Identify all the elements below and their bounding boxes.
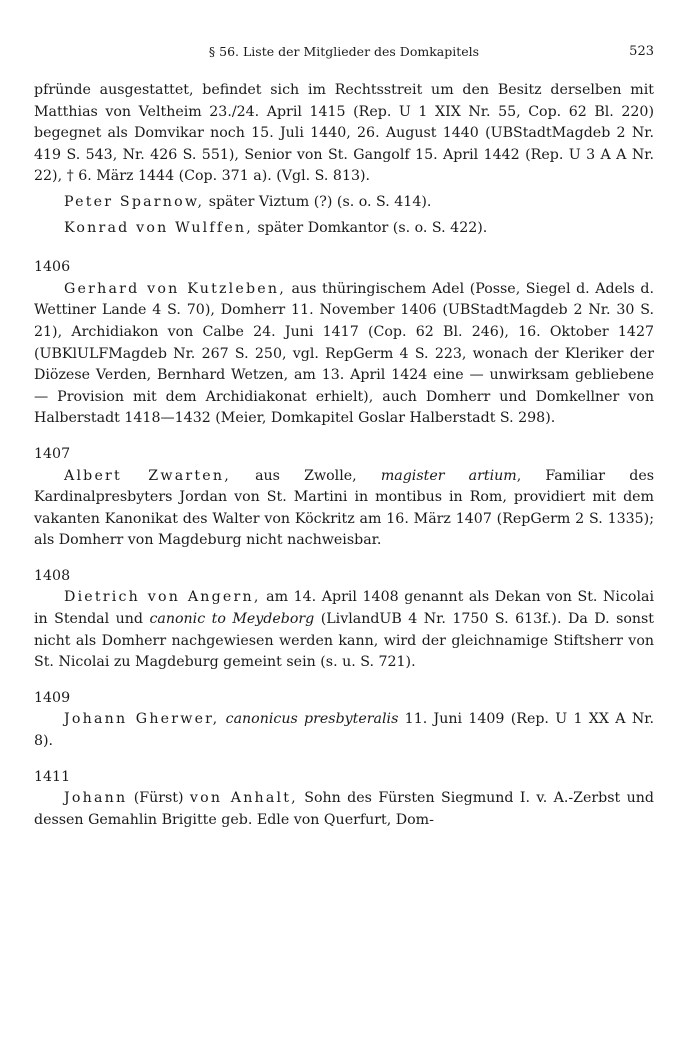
entry-text: (Fürst) xyxy=(127,790,190,807)
person-name: Gerhard von Kutzleben, xyxy=(64,280,286,297)
entry-text: aus thüringischem Adel (Posse, Siegel d. Adels d. Wettiner Lande 4 S. 70), Domherr 11. November 1406 (UBStadtMagdeb 2 Nr. 30 S. 21), Archidiakon von Calbe 24. Juni 1417 (Cop. 62 Bl. 246), 16. Oktober 1427 (UBKlULFMagdeb Nr. 267 S. 250, vgl. RepGerm 4 S. 223, wonach der Kleriker der Diözese Verden, Bernhard Wetzen, am 13. April 1424 eine — unwirksam gebliebene — Provision mit dem Archidiakonat erhielt), auch Domherr und Domkellner von Halberstadt 1418—1432 (Meier, Domkapitel Goslar Halberstadt S. 298). xyxy=(34,280,654,427)
entry-text: , Familiar des Kardinalpresbyters Jordan von St. Martini in montibus in Rom, providiert mit dem vakanten Kanonikat des Walter von Köckritz am 16. März 1407 (RepGerm 2 S. 1335); als Domherr von Magdeburg nicht nachweisbar. xyxy=(34,467,654,549)
year-heading-1407: 1407 xyxy=(34,445,71,462)
person-name: von Anhalt, xyxy=(189,790,298,807)
entry-text: (LivlandUB 4 Nr. 1750 S. 613f.). Da D. sonst nicht als Domherr nachgewiesen werden kann, wird der gleichnamige Stiftsherr von St. Nicolai zu Magdeburg gemeint sein (s. u. S. 721). xyxy=(34,611,655,671)
person-name: Johann xyxy=(64,790,128,807)
latin-term: canonicus presbyteralis xyxy=(225,711,399,728)
person-name: Peter Sparnow, xyxy=(64,193,205,210)
person-name: Dietrich von Angern, xyxy=(64,589,261,606)
year-heading-1411: 1411 xyxy=(34,768,71,785)
entry-peter-sparnow xyxy=(34,192,654,214)
page-body xyxy=(34,80,654,831)
entry-albert-zwarten xyxy=(34,466,654,552)
entry-text: am 14. April 1408 genannt als Dekan von St. Nicolai in Stendal und xyxy=(34,589,654,628)
year-heading-1409: 1409 xyxy=(34,689,71,706)
entry-konrad-von-wulffen xyxy=(34,218,654,240)
entry-gerhard-von-kutzleben xyxy=(34,279,654,430)
entry-johann-von-anhalt xyxy=(34,788,654,831)
entry-text: aus Zwolle, xyxy=(230,467,381,484)
latin-term: magister artium xyxy=(380,467,517,484)
entry-text: 11. Juni 1409 (Rep. U 1 XX A Nr. 8). xyxy=(34,711,654,750)
person-name: Albert Zwarten, xyxy=(64,467,231,484)
entry-johann-gherwer xyxy=(34,709,654,752)
person-name: Konrad von Wulffen, xyxy=(64,219,253,236)
quoted-term: canonic to Meydeborg xyxy=(149,611,315,628)
entry-text: später Viztum (?) (s. o. S. 414). xyxy=(204,193,432,210)
entry-dietrich-von-angern xyxy=(34,587,654,673)
running-title: § 56. Liste der Mitglieder des Domkapitels xyxy=(208,44,480,59)
year-heading-1408: 1408 xyxy=(34,567,71,584)
page-number: 523 xyxy=(629,44,654,59)
page-header xyxy=(34,44,654,62)
year-heading-1406: 1406 xyxy=(34,259,71,276)
paragraph-continuation: pfründe ausgestattet, befindet sich im Rechtsstreit um den Besitz derselben mit Matthias von Veltheim 23./24. April 1415 (Rep. U 1 XIX Nr. 55, Cop. 62 Bl. 220) begegnet als Domvikar noch 15. Juli 1440, 26. August 1440 (UBStadtMagdeb 2 Nr. 419 S. 543, Nr. 426 S. 551), Senior von St. Gangolf 15. April 1442 (Rep. U 3 A A Nr. 22), † 6. März 1444 (Cop. 371 a). (Vgl. S. 813). xyxy=(34,82,654,185)
entry-text: später Domkantor (s. o. S. 422). xyxy=(252,219,488,236)
person-name: Johann Gherwer, xyxy=(64,711,220,728)
entry-text: Sohn des Fürsten Siegmund I. v. A.-Zerbst und dessen Gemahlin Brigitte geb. Edle von Querfurt, Dom- xyxy=(34,790,654,828)
